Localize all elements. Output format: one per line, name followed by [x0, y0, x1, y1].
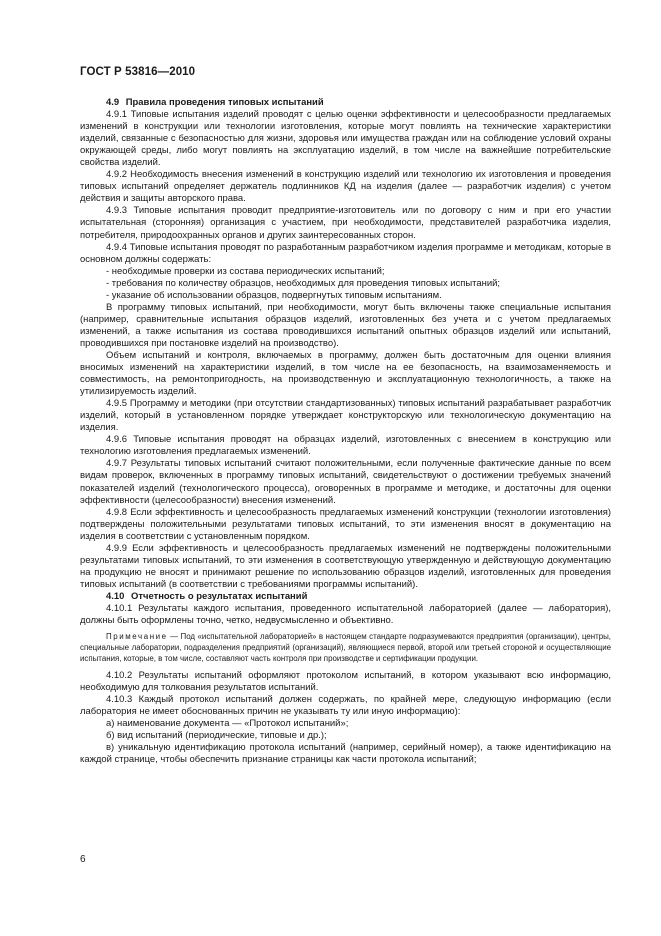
- list-item: - необходимые проверки из состава периодических испытаний;: [106, 265, 385, 277]
- list-item: - требования по количеству образцов, необходимых для проведения типовых испытаний;: [106, 277, 501, 289]
- paragraph-special-tests: В программу типовых испытаний, при необходимости, могут быть включены также специальные испытания (например, сравнительные испытания образцов изделий, изготовленных без учета и с учетом предлагаемых изменений, а также испытания из состава проводившихся испытаний опытных образцов изделий или испытаний, проводившихся при постановке изделий на производство).: [80, 301, 611, 349]
- paragraph-4-9-7: 4.9.7 Результаты типовых испытаний считают положительными, если полученные фактические данные по всем видам проверок, включенных в программу типовых испытаний, свидетельствуют о достижении требуемых значений показателей изделий (технологического процесса), оговоренных в программе и методике, и достаточны для оценки эффективности (целесообразности) внесения изменений.: [80, 458, 611, 506]
- section-4-10-heading: [80, 591, 611, 603]
- paragraph-4-9-6: 4.9.6 Типовые испытания проводят на образцах изделий, изготовленных с внесением в конструкцию или технологию изготовления предлагаемых изменений.: [80, 434, 611, 458]
- document-body: [80, 97, 611, 766]
- paragraph-4-9-5: 4.9.5 Программу и методики (при отсутствии стандартизованных) типовых испытаний разрабатывает разработчик изделий, который в установленном порядке утверждает конструкторскую или технологическую документацию на изделия.: [80, 398, 611, 434]
- section-number: 4.9: [106, 97, 120, 108]
- list-item: - указание об использовании образцов, подвергнутых типовым испытаниям.: [106, 289, 442, 301]
- paragraph-4-10-3: 4.10.3 Каждый протокол испытаний должен содержать, по крайней мере, следующую информацию (если лаборатория не имеет обоснованных причин не указывать ту или иную информацию):: [80, 694, 611, 718]
- list-item: а) наименование документа — «Протокол испытаний»;: [106, 718, 349, 730]
- section-4-9-heading: [80, 97, 611, 109]
- paragraph-4-10-2: 4.10.2 Результаты испытаний оформляют протоколом испытаний, в котором указывают всю информацию, необходимую для толкования результатов испытаний.: [80, 670, 611, 694]
- paragraph-4-9-8: 4.9.8 Если эффективность и целесообразность предлагаемых изменений конструкции (технологии изготовления) подтверждены положительными результатами типовых испытаний, то эти изменения вносят в документацию на изделия в соответствии с установленным порядком.: [80, 506, 611, 542]
- paragraph-4-9-9: 4.9.9 Если эффективность и целесообразность предлагаемых изменений не подтверждены положительными результатами типовых испытаний, то эти изменения в соответствующую утвержденную и действующую документацию на продукцию не вносят и принимают решение по использованию образцов изделий, изготовленных для проведения типовых испытаний (в соответствии с требованиями программы испытаний).: [80, 542, 611, 590]
- note-label: Примечание: [106, 632, 168, 642]
- list-item: б) вид испытаний (периодические, типовые и др.);: [106, 730, 327, 742]
- section-number: 4.10: [106, 590, 125, 602]
- section-title: Правила проведения типовых испытаний: [125, 97, 324, 108]
- note-text: — Под «испытательной лабораторией» в настоящем стандарте подразумеваются предприятия (организации), центры, специальные лаборатории, подразделения предприятий (организаций), являющиеся первой, второй или третьей стороной и осуществляющие испытания, которые, в том числе, составляют часть контроля при производстве и сертификации продукции.: [80, 632, 611, 664]
- paragraph-4-10-1: 4.10.1 Результаты каждого испытания, проведенного испытательной лабораторией (далее — лаборатория), должны быть оформлены точно, четко, недвусмысленно и объективно.: [80, 602, 611, 627]
- section-title: Отчетность о результатах испытаний: [131, 590, 308, 602]
- note: [80, 631, 611, 664]
- paragraph-4-9-2: 4.9.2 Необходимость внесения изменений в конструкцию изделий или технологию их изготовления и проведения типовых испытаний определяет держатель подлинников КД на изделия (далее — разработчик изделия) с учетом действия и защиты авторского права.: [80, 169, 611, 205]
- paragraph-4-9-1: 4.9.1 Типовые испытания изделий проводят с целью оценки эффективности и целесообразности предлагаемых изменений в конструкции или технологии изготовления, которые могут повлиять на технические характеристики изделий, связанные с безопасностью для жизни, здоровья или имущества граждан или на соблюдение условий охраны окружающей среды, либо могут повлиять на эксплуатацию изделий, в том числе на важнейшие потребительские свойства изделий.: [80, 109, 611, 169]
- page-number: 6: [80, 854, 86, 865]
- standard-header: ГОСТ Р 53816—2010: [80, 66, 196, 78]
- document-page: [80, 66, 611, 766]
- paragraph-test-scope: Объем испытаний и контроля, включаемых в программу, должен быть достаточным для оценки влияния вносимых изменений на характеристики изделий, в том числе на ее безопасность, на взаимозаменяемость и совместимость, на ремонтопригодность, на производственную и эксплуатационную технологичность, а также на утилизируемость изделий.: [80, 349, 611, 398]
- list-item: в) уникальную идентификацию протокола испытаний (например, серийный номер), а также идентификацию на каждой странице, чтобы обеспечить признание страницы как части протокола испытаний;: [80, 742, 611, 766]
- paragraph-4-9-3: 4.9.3 Типовые испытания проводит предприятие-изготовитель или по договору с ним и при его участии испытательная (сторонняя) организация с участием, при необходимости, представителей разработчика изделия, потребителя, природоохранных органов и других заинтересованных сторон.: [80, 205, 611, 241]
- paragraph-4-9-4: 4.9.4 Типовые испытания проводят по разработанным разработчиком изделия программе и методикам, которые в основном должны содержать:: [80, 241, 611, 265]
